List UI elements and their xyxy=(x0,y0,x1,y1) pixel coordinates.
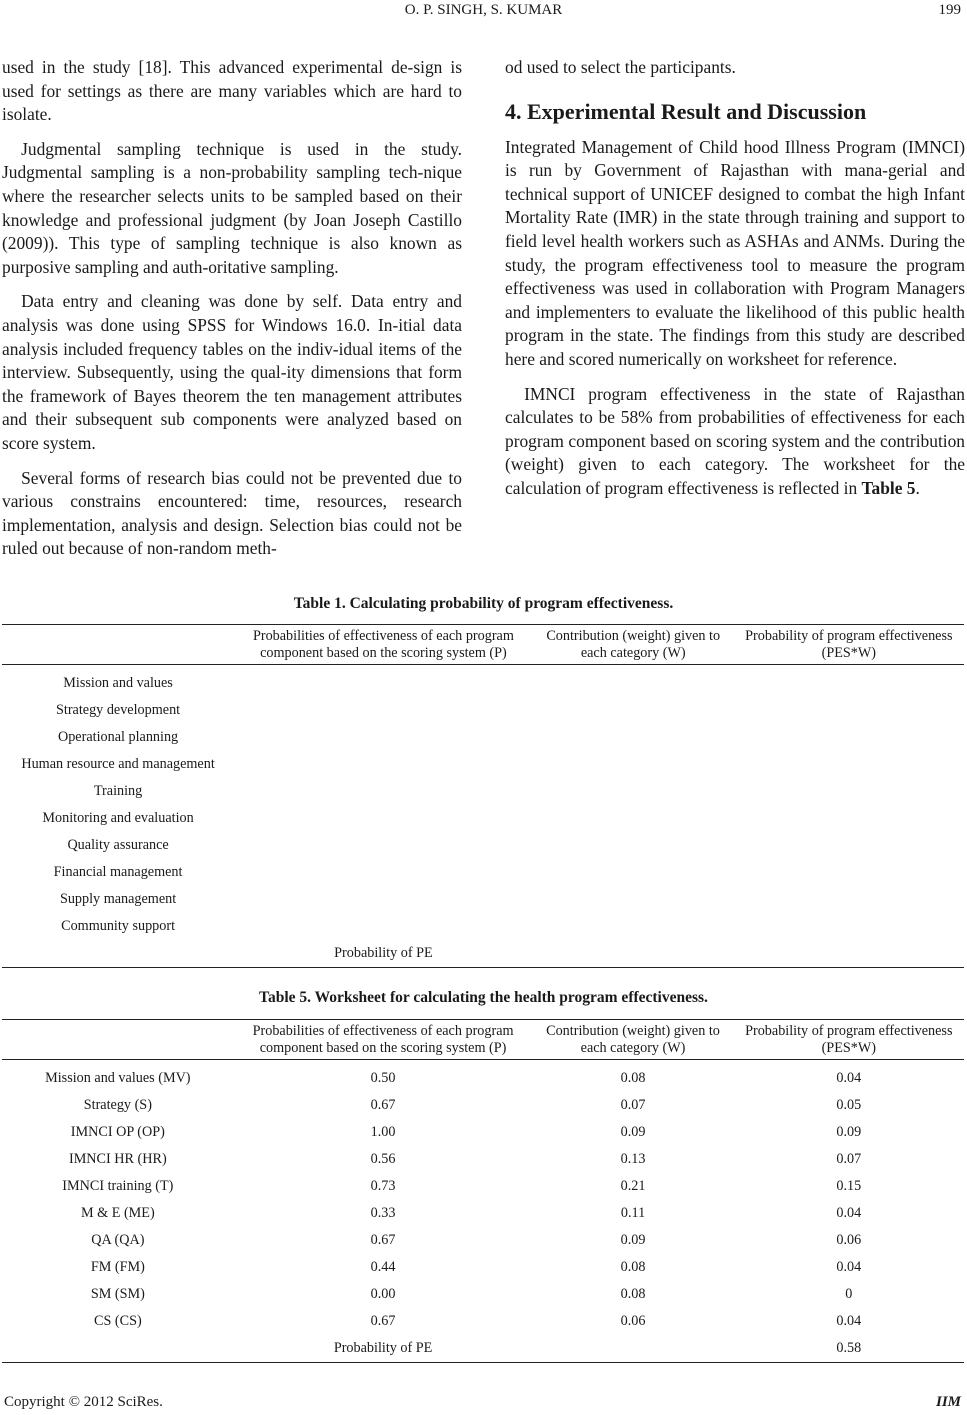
right-paragraph-2-end: . xyxy=(915,477,920,498)
table-cell xyxy=(533,859,734,886)
right-paragraph-2-text: IMNCI program effectiveness in the state of Rajasthan calculates to be 58% from probabilities of effectiveness for each program component based on scoring system and the contribution (weight) given to each category. The worksheet for the calculation of program effectiveness is reflected in xyxy=(505,383,965,498)
table-reference: Table 5 xyxy=(861,477,916,498)
table5-header-cell: Probability of program effectiveness (PES*W) xyxy=(734,1020,964,1060)
right-column xyxy=(505,56,965,501)
table-cell: 0.13 xyxy=(620,1151,646,1167)
copyright: Copyright © 2012 SciRes. xyxy=(4,1394,163,1410)
table-row xyxy=(2,1281,964,1308)
right-continuation: od used to select the participants. xyxy=(505,57,736,77)
table-cell xyxy=(234,751,533,778)
table-cell: Operational planning xyxy=(57,729,179,745)
table-cell xyxy=(533,805,734,832)
right-paragraph-2 xyxy=(505,383,965,501)
table-cell xyxy=(734,886,964,913)
table-cell: 0.08 xyxy=(620,1070,646,1086)
table-cell: Probability of PE xyxy=(234,940,533,968)
table-cell xyxy=(234,886,533,913)
table-row xyxy=(2,1335,964,1363)
table-cell: 0.04 xyxy=(836,1259,862,1275)
running-title: O. P. SINGH, S. KUMAR xyxy=(404,2,563,18)
table-cell xyxy=(533,778,734,805)
table-cell xyxy=(2,940,234,968)
table-cell: Quality assurance xyxy=(67,837,169,853)
table-cell: 0.05 xyxy=(836,1097,862,1113)
table-cell xyxy=(734,913,964,940)
table1-header-cell: Contribution (weight) given to each category (W) xyxy=(533,625,734,665)
table-cell: 0.04 xyxy=(836,1070,862,1086)
table-cell xyxy=(533,832,734,859)
left-paragraph-4: Several forms of research bias could not be prevented due to various constrains encountered: time, resources, research implementation, analysis and design. Selection bias could not be ruled out because of non-random meth- xyxy=(2,467,462,559)
table-row xyxy=(2,1308,964,1335)
table-row xyxy=(2,940,964,968)
table-row xyxy=(2,1060,964,1093)
table-row xyxy=(2,913,964,940)
table-cell xyxy=(734,751,964,778)
table-cell: 0.09 xyxy=(620,1232,646,1248)
table-cell: 0 xyxy=(845,1286,853,1302)
table-cell: IMNCI OP (OP) xyxy=(70,1124,165,1140)
table-cell xyxy=(734,665,964,698)
table-cell: 0.09 xyxy=(620,1124,646,1140)
table-cell xyxy=(734,805,964,832)
table-cell: M & E (ME) xyxy=(80,1205,155,1221)
table-cell xyxy=(734,832,964,859)
table-cell xyxy=(234,832,533,859)
table-cell: Supply management xyxy=(59,891,177,907)
section-heading: 4. Experimental Result and Discussion xyxy=(505,98,867,124)
table-cell xyxy=(234,724,533,751)
table-cell: 0.07 xyxy=(620,1097,646,1113)
table-cell: 0.08 xyxy=(620,1286,646,1302)
table-cell xyxy=(533,724,734,751)
table-cell xyxy=(234,697,533,724)
table-cell: 0.56 xyxy=(370,1151,396,1167)
table-row xyxy=(2,724,964,751)
table-cell xyxy=(2,1335,234,1363)
table-cell xyxy=(234,859,533,886)
right-paragraph-1: Integrated Management of Child hood Illness Program (IMNCI) is run by Government of Rajasthan with mana-gerial and technical support of UNICEF designed to combat the high Infant Mortality Rate (IMR) in the state through training and support to field level health workers such as ASHAs and ANMs. During the study, the program effectiveness tool to measure the program effectiveness was used in collaboration with Program Managers and implementers to evaluate the likelihood of this public health program in the state. The findings from this study are described here and scored numerically on worksheet for reference. xyxy=(505,136,965,369)
table-cell: 0.73 xyxy=(370,1178,396,1194)
table1-body xyxy=(2,665,964,968)
left-paragraph-3: Data entry and cleaning was done by self. Data entry and analysis was done using SPSS for Windows 16.0. In-itial data analysis included frequency tables on the indiv-idual items of the interview. Subsequently, using the qual-ity dimensions that form the framework of Bayes theorem the ten management attributes and their subsequent sub components were analyzed based on score system. xyxy=(2,291,462,453)
table-cell xyxy=(234,665,533,698)
table-cell: 0.08 xyxy=(620,1259,646,1275)
table-cell: Monitoring and evaluation xyxy=(42,810,194,826)
table-cell xyxy=(234,805,533,832)
table1 xyxy=(2,624,964,968)
table-row xyxy=(2,1092,964,1119)
table-cell: 0.67 xyxy=(370,1097,396,1113)
table-row xyxy=(2,805,964,832)
table-row xyxy=(2,697,964,724)
table5-header-cell: Contribution (weight) given to each category (W) xyxy=(532,1020,733,1060)
table-cell xyxy=(734,724,964,751)
table-cell: 0.44 xyxy=(370,1259,396,1275)
table-row xyxy=(2,1200,964,1227)
table-cell: 1.00 xyxy=(370,1124,396,1140)
table-cell: IMNCI training (T) xyxy=(62,1178,174,1194)
table-cell xyxy=(234,913,533,940)
table-cell: CS (CS) xyxy=(93,1313,142,1329)
table-row xyxy=(2,1254,964,1281)
table-cell xyxy=(234,778,533,805)
table-cell: Financial management xyxy=(53,864,183,880)
table-row xyxy=(2,1146,964,1173)
page-number: 199 xyxy=(938,2,961,18)
table-row xyxy=(2,886,964,913)
table-cell: 0.67 xyxy=(370,1232,396,1248)
table-cell: 0.07 xyxy=(836,1151,862,1167)
table-cell: IMNCI HR (HR) xyxy=(68,1151,167,1167)
table-cell xyxy=(734,940,964,968)
table-cell: QA (QA) xyxy=(91,1232,145,1248)
table-cell: 0.06 xyxy=(836,1232,862,1248)
table-cell: Mission and values (MV) xyxy=(45,1070,191,1086)
table-cell xyxy=(532,1335,733,1363)
table-cell xyxy=(533,940,734,968)
table-cell: 0.33 xyxy=(370,1205,396,1221)
table-cell: Mission and values xyxy=(63,675,173,691)
journal-abbrev: IIM xyxy=(935,1394,961,1410)
table-row xyxy=(2,751,964,778)
table-row xyxy=(2,665,964,698)
table1-header-cell: Probabilities of effectiveness of each program component based on the scoring system (P) xyxy=(234,625,533,665)
table-cell: FM (FM) xyxy=(90,1259,145,1275)
table5-caption: Table 5. Worksheet for calculating the health program effectiveness. xyxy=(259,989,708,1006)
table-cell xyxy=(734,859,964,886)
table1-header-cell: Probability of program effectiveness (PES*W) xyxy=(734,625,964,665)
table-row xyxy=(2,778,964,805)
table-cell: 0.58 xyxy=(734,1335,964,1363)
table-cell: 0.21 xyxy=(620,1178,646,1194)
page-header xyxy=(0,2,967,24)
table-cell: Community support xyxy=(61,918,176,934)
table-row xyxy=(2,832,964,859)
table5-header-cell xyxy=(2,1020,234,1060)
table-cell xyxy=(533,697,734,724)
table-cell xyxy=(533,751,734,778)
table-row xyxy=(2,1119,964,1146)
table-cell xyxy=(533,886,734,913)
table-cell xyxy=(533,913,734,940)
table-cell: 0.50 xyxy=(370,1070,396,1086)
table5-body xyxy=(2,1060,964,1363)
table-cell: Probability of PE xyxy=(234,1335,533,1363)
table-cell: SM (SM) xyxy=(90,1286,145,1302)
table-cell: 0.06 xyxy=(620,1313,646,1329)
table-cell: 0.09 xyxy=(836,1124,862,1140)
table-row xyxy=(2,1173,964,1200)
table-cell: 0.04 xyxy=(836,1205,862,1221)
table-cell: 0.11 xyxy=(620,1205,646,1221)
table-cell: Training xyxy=(93,783,143,799)
table1-caption: Table 1. Calculating probability of program effectiveness. xyxy=(293,595,674,612)
table-cell: 0.04 xyxy=(836,1313,862,1329)
table5-header-row xyxy=(2,1020,964,1060)
left-column xyxy=(2,56,462,561)
left-paragraph-2: Judgmental sampling technique is used in the study. Judgmental sampling is a non-probability sampling tech-nique where the researcher selects units to be sampled based on their knowledge and professional judgment (by Joan Joseph Castillo (2009)). This type of sampling technique is also known as purposive sampling and auth-oritative sampling. xyxy=(2,138,462,277)
table-cell xyxy=(734,778,964,805)
table-cell xyxy=(533,665,734,698)
table-cell: 0.67 xyxy=(370,1313,396,1329)
table1-header-cell xyxy=(2,625,234,665)
table-cell: 0.15 xyxy=(836,1178,862,1194)
table-cell: Strategy development xyxy=(56,702,181,718)
table-cell: 0.00 xyxy=(370,1286,396,1302)
table-cell xyxy=(734,697,964,724)
table-row xyxy=(2,1227,964,1254)
table-cell: Strategy (S) xyxy=(83,1097,152,1113)
table5 xyxy=(2,1019,964,1363)
table-row xyxy=(2,859,964,886)
table-cell: Human resource and management xyxy=(21,756,215,772)
table5-header-cell: Probabilities of effectiveness of each program component based on the scoring system (P) xyxy=(234,1020,533,1060)
table1-header-row xyxy=(2,625,964,665)
left-paragraph-1: used in the study [18]. This advanced experimental de-sign is used for settings as there are many variables which are hard to isolate. xyxy=(2,57,462,125)
